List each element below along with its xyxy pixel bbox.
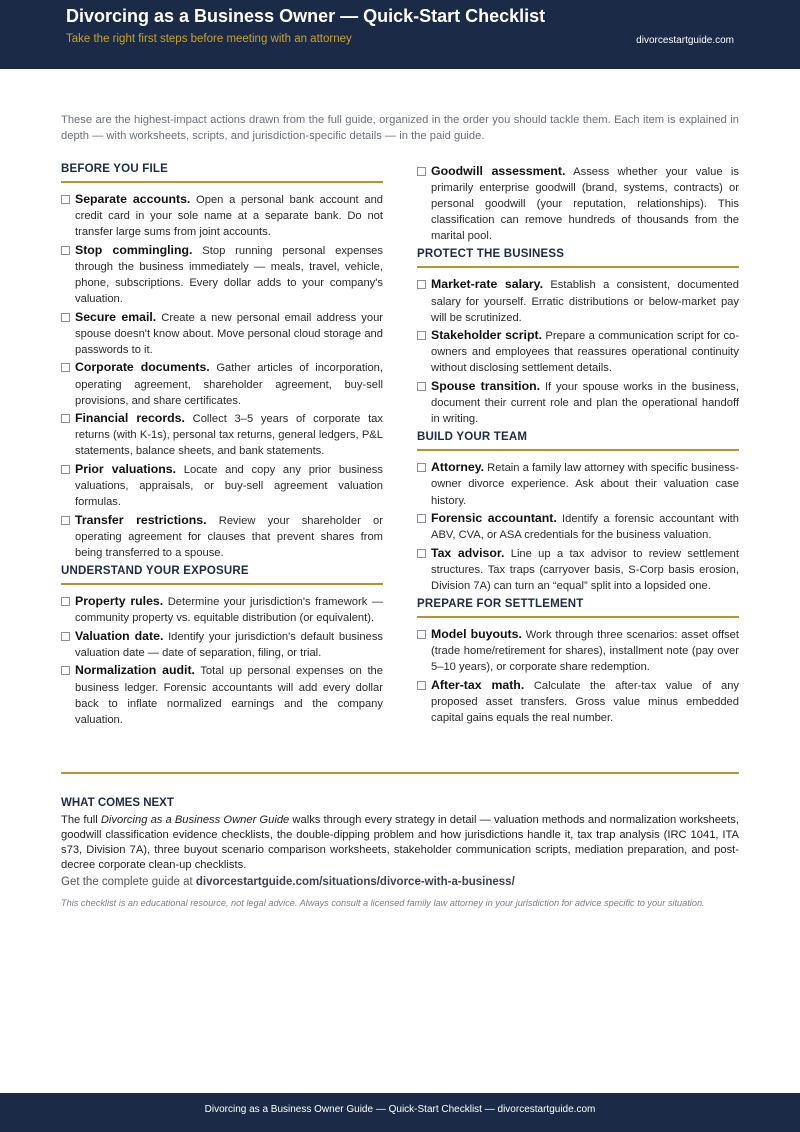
checkbox[interactable] — [417, 630, 426, 639]
checkbox[interactable] — [61, 465, 70, 474]
checkbox[interactable] — [417, 382, 426, 391]
header-site: divorcestartguide.com — [636, 35, 734, 46]
item-text: Gather articles of incorporation, operating agreement, shareholder agreement, buy-sell provisions, and share certificates. — [75, 362, 384, 407]
item-text: Identify a forensic accountant with ABV, CVA, or ASA credentials for the business valuation. — [431, 513, 740, 542]
checkbox[interactable] — [61, 666, 70, 675]
guide-link[interactable]: divorcestartguide.com/situations/divorce-with-a-business/ — [195, 876, 515, 888]
checkbox[interactable] — [417, 280, 426, 289]
checklist-item — [61, 359, 383, 408]
item-title: Separate accounts. — [75, 192, 191, 206]
item-title: Corporate documents. — [75, 360, 210, 375]
item-text: Identify your jurisdiction's default business valuation date — date of separation, filing, or trial. — [75, 630, 384, 659]
checkbox[interactable] — [417, 681, 426, 690]
checklist-item — [61, 662, 383, 727]
item-title: Valuation date. — [75, 628, 164, 643]
checklist-item — [417, 677, 739, 726]
item-text: Collect 3–5 years of corporate tax returns (with K-1s), personal tax returns, general ledgers, P&L statements, balance sheets, and bank statements. — [75, 413, 384, 458]
checkbox[interactable] — [61, 597, 70, 606]
guide-link-line — [61, 876, 515, 888]
item-text: Locate and copy any prior business valuations, appraisals, or buy-sell agreement valuation formulas. — [75, 464, 383, 509]
item-title: Normalization audit. — [75, 663, 195, 678]
what-comes-next-body — [61, 813, 739, 873]
item-title: Model buyouts. — [431, 627, 522, 642]
item-text: Assess whether your value is primarily enterprise goodwill (brand, systems, contracts) or personal goodwill (your reputation, relationships). This classification can remove hundreds of thousands from the marital pool. — [431, 166, 739, 243]
checklist-item — [61, 461, 383, 510]
item-title: Tax advisor. — [431, 545, 505, 560]
checklist-item — [417, 163, 739, 244]
section-heading-build-team: BUILD YOUR TEAM — [417, 431, 739, 451]
checkbox[interactable] — [417, 167, 426, 176]
checklist-item — [61, 410, 383, 459]
section-heading-protect-business: PROTECT THE BUSINESS — [417, 248, 739, 268]
right-column — [417, 163, 739, 728]
guide-title: Divorcing as a Business Owner Guide — [100, 814, 290, 826]
checklist-item — [417, 545, 739, 594]
item-text: Create a new personal email address your spouse doesn't know about. Move personal cloud storage and passwords to it. — [75, 311, 384, 356]
page-footer — [0, 1093, 800, 1132]
checklist-item — [61, 242, 383, 307]
checklist-item — [417, 276, 739, 325]
checkbox[interactable] — [61, 363, 70, 372]
item-text: Work through three scenarios: asset offset (trade home/retirement for shares), installment note (pay over 5–10 years), or corporate share redemption. — [431, 629, 739, 674]
page-subtitle: Take the right first steps before meeting with an attorney — [66, 33, 352, 45]
checklist-protect-business — [417, 276, 739, 427]
item-title: Financial records. — [75, 411, 185, 426]
what-comes-next-heading: WHAT COMES NEXT — [61, 797, 174, 809]
item-title: Forensic accountant. — [431, 511, 557, 526]
next-body-prefix: The full — [61, 814, 101, 826]
checklist-item — [417, 327, 739, 376]
checklist-item — [417, 626, 739, 675]
checkbox[interactable] — [61, 516, 70, 525]
item-text: Prepare a communication script for co-owners and employees that reassures operational continuity without disclosing settlement details. — [431, 330, 739, 375]
next-body-rest: walks through every strategy in detail — valuation methods and normalization worksheets, goodwill classification evidence checklists, the double-dipping problem and how jurisdictions handle it, tax trap analysis (IRC 1041, ITA s73, Division 7A), three buyout scenario comparison worksheets, stakeholder communication scripts, mediation preparation, and post-decree corporate clean-up checklists. — [61, 814, 740, 871]
page-title: Divorcing as a Business Owner — Quick-Start Checklist — [66, 6, 546, 26]
item-title: Secure email. — [75, 309, 157, 324]
item-title: Market-rate salary. — [431, 277, 543, 292]
checklist-item — [61, 593, 383, 626]
item-text: Retain a family law attorney with specific business-owner divorce experience. Ask about their valuation case history. — [431, 462, 739, 507]
item-title: Property rules. — [75, 594, 164, 609]
checklist-item — [417, 510, 739, 543]
checklist-before-you-file — [61, 191, 383, 561]
checkbox[interactable] — [61, 313, 70, 322]
checkbox[interactable] — [417, 549, 426, 558]
checklist-item — [61, 512, 383, 561]
item-title: Transfer restrictions. — [75, 512, 207, 527]
checklist-build-team — [417, 459, 739, 594]
item-text: Line up a tax advisor to review settlement structures. Tax traps (carryover basis, S-Corp basis erosion, Division 7A) can turn an “equal” split into a lopsided one. — [431, 547, 739, 592]
checkbox[interactable] — [61, 632, 70, 641]
footer-text: Divorcing as a Business Owner Guide — Quick-Start Checklist — divorcestartguide.com — [204, 1104, 596, 1115]
checklist-item — [61, 309, 383, 358]
item-title: Goodwill assessment. — [431, 164, 566, 178]
item-title: After-tax math. — [431, 677, 525, 692]
disclaimer: This checklist is an educational resource, not legal advice. Always consult a licensed family law attorney in your jurisdiction for advice specific to your situation. — [61, 898, 705, 908]
item-text: Calculate the after-tax value of any proposed asset transfers. Gross value minus embedded capital gains equals the real number. — [431, 679, 740, 725]
section-divider — [61, 772, 739, 774]
checklist-prepare-settlement — [417, 626, 739, 726]
checklist-goodwill — [417, 163, 739, 244]
item-text: If your spouse works in the business, document their current role and plan the operational handoff in writing. — [431, 381, 739, 426]
page-header — [0, 0, 800, 69]
section-heading-understand-exposure: UNDERSTAND YOUR EXPOSURE — [61, 565, 383, 585]
intro-paragraph: These are the highest-impact actions drawn from the full guide, organized in the order you should tackle them. Each item is explained in depth — with worksheets, scripts, and jurisdiction-specific details — in the paid guide. — [61, 114, 739, 142]
checklist-item — [417, 459, 739, 508]
checklist-item — [417, 378, 739, 427]
checkbox[interactable] — [61, 414, 70, 423]
item-text: Open a personal bank account and credit card in your sole name at a separate bank. Do not transfer large sums from joint accounts. — [75, 194, 384, 239]
checkbox[interactable] — [61, 195, 70, 204]
item-title: Prior valuations. — [75, 462, 176, 476]
checkbox[interactable] — [417, 463, 426, 472]
item-title: Spouse transition. — [431, 379, 541, 394]
item-text: Establish a consistent, documented salary for yourself. Erratic distributions or below-market pay will be scrutinized. — [431, 279, 740, 324]
checklist-item — [61, 191, 383, 240]
guide-link-prefix: Get the complete guide at — [61, 876, 196, 888]
item-title: Attorney. — [431, 460, 485, 475]
item-title: Stop commingling. — [75, 242, 193, 257]
item-title: Stakeholder script. — [431, 328, 542, 343]
checklist-understand-exposure — [61, 593, 383, 728]
checklist-item — [61, 628, 383, 661]
item-text: Total up personal expenses on the business ledger. Forensic accountants will add every dollar back to inflate normalized earnings and the company valuation. — [75, 665, 383, 726]
item-text: Review your shareholder or operating agreement for clauses that prevent shares from being transferred to a spouse. — [75, 514, 383, 559]
section-heading-prepare-settlement: PREPARE FOR SETTLEMENT — [417, 598, 739, 618]
checkbox[interactable] — [61, 246, 70, 255]
item-text: Determine your jurisdiction's framework — community property vs. equitable distribution (or equivalent). — [75, 596, 384, 625]
section-heading-before-you-file: BEFORE YOU FILE — [61, 163, 383, 183]
checkbox[interactable] — [417, 514, 426, 523]
left-column — [61, 163, 383, 729]
item-text: Stop running personal expenses through the business immediately — meals, travel, vehicle, phone, subscriptions. Every dollar adds to your company's valuation. — [75, 244, 383, 306]
checkbox[interactable] — [417, 331, 426, 340]
